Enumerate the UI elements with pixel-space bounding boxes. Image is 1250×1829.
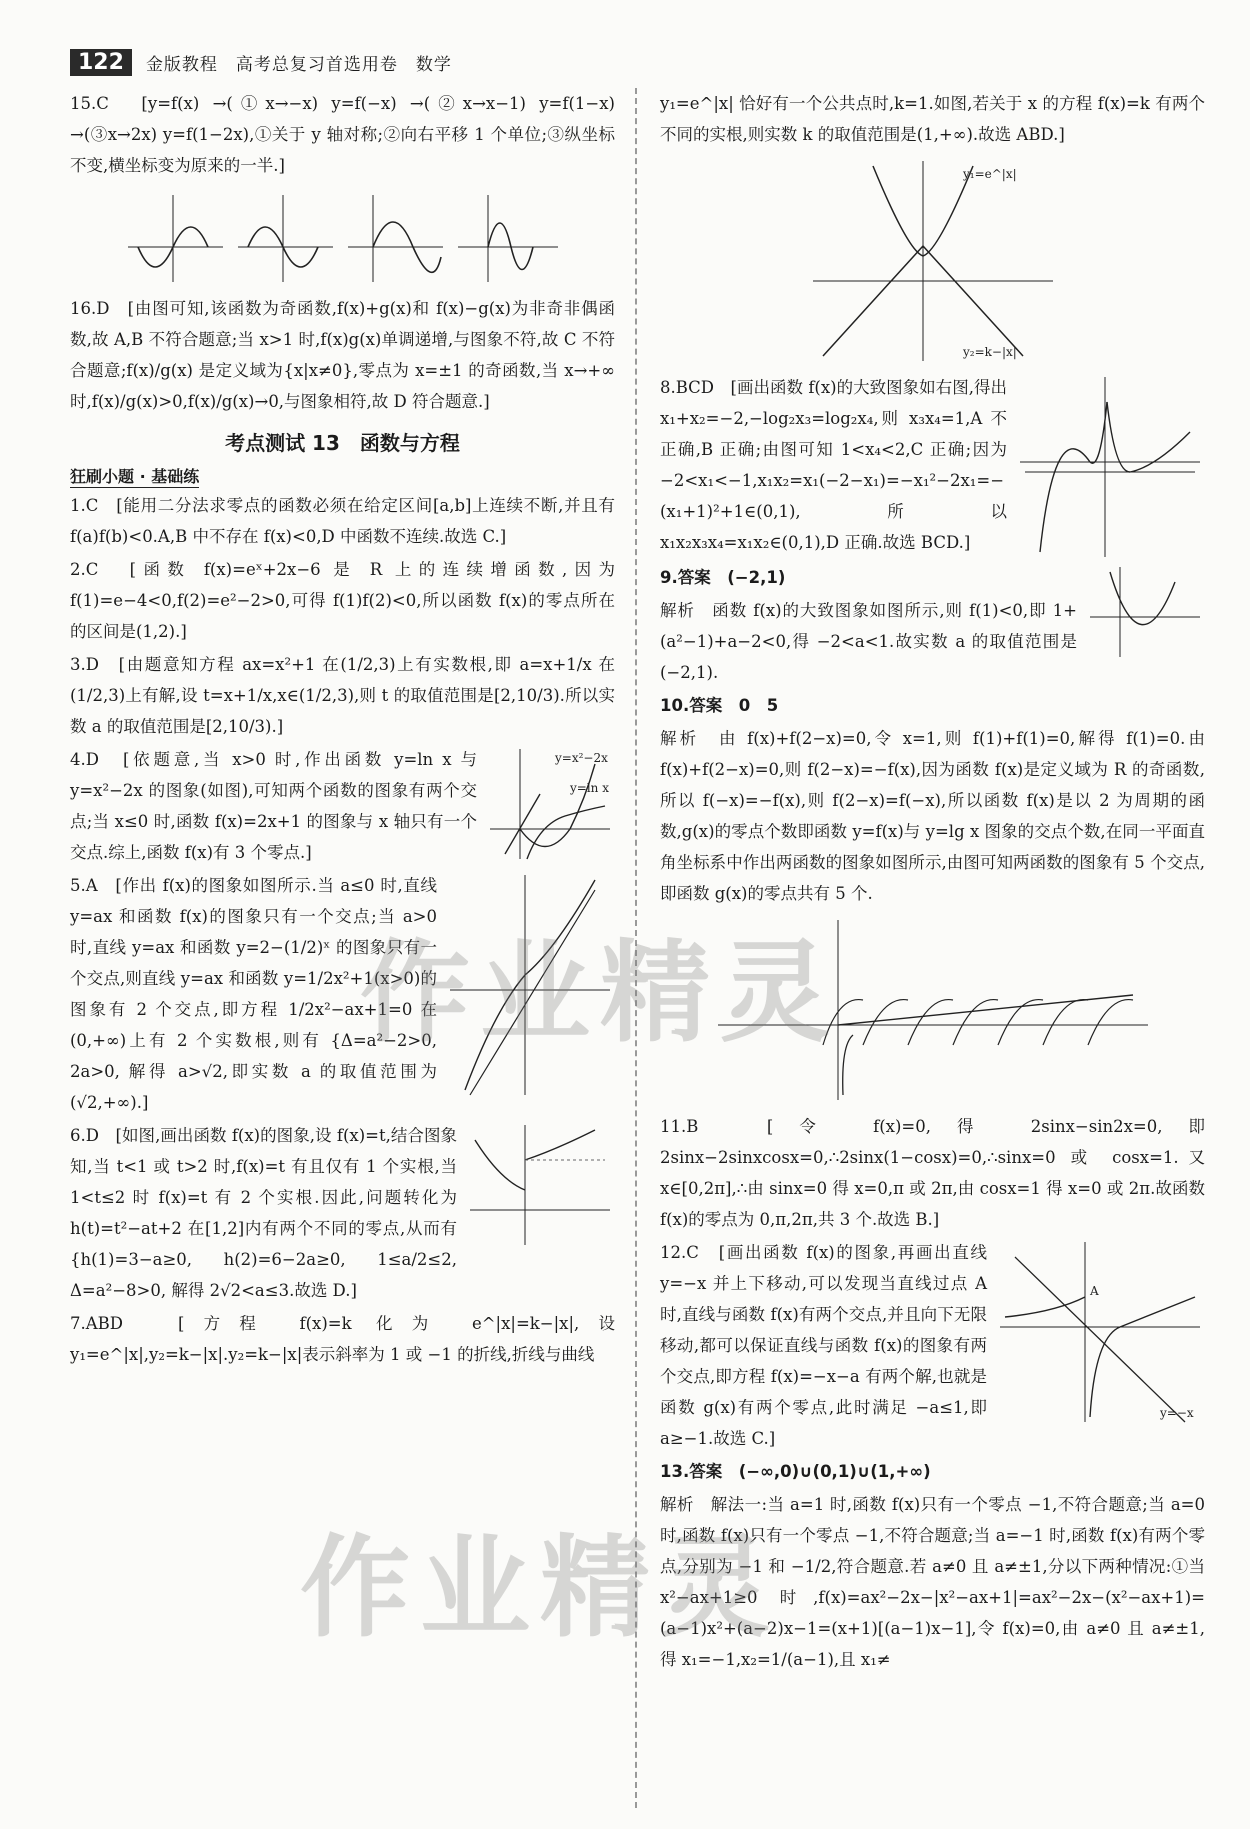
figure-4	[485, 744, 615, 864]
answer-4-block	[70, 744, 615, 870]
answer-12-block	[660, 1237, 1205, 1456]
right-column	[660, 88, 1205, 1677]
page-number: 122	[70, 49, 132, 76]
left-column	[70, 88, 615, 1372]
answer-12: 12.C [画出函数 f(x)的图象,再画出直线 y=−x 并上下移动,可以发现当直线过点 A 时,直线与函数 f(x)有两个交点,并且向下无限移动,都可以保证直线与函数 f(x)的图象有两个交点,即方程 f(x)=−x−a 有两个解,也就是函数 g(x)有两个零点,此时满足 −a≤1,即 a≥−1.故选 C.]	[660, 1243, 987, 1448]
fig7-label-y1: y₁=e^|x|	[962, 167, 1017, 181]
answer-1: 1.C [能用二分法求零点的函数必须在给定区间[a,b]上连续不断,并且有 f(a)f(b)<0.A,B 中不存在 f(x)<0,D 中函数不连续.故选 C.]	[70, 496, 615, 546]
page-header	[70, 44, 1210, 80]
answer-15: 15.C [y=f(x) →(①x→−x) y=f(−x) →(②x→x−1) y=f(1−x) →(③x→2x) y=f(1−2x),①关于 y 轴对称;②向右平移 1 个单位;③纵坐标不变,横坐标变为原来的一半.]	[70, 94, 615, 175]
answer-9-head: 9.答案 (−2,1)	[660, 568, 786, 587]
answer-11: 11.B [令 f(x)=0,得 2sinx−sin2x=0,即 2sinx−2sinxcosx=0,∴2sinx(1−cosx)=0,∴sinx=0 或 cosx=1.又 x∈[0,2π],∴由 sinx=0 得 x=0,π 或 2π,由 cosx=1 得 x=0 或 2π.故函数 f(x)的零点为 0,π,2π,共 3 个.故选 B.]	[660, 1117, 1205, 1229]
answer-5: 5.A [作出 f(x)的图象如图所示.当 a≤0 时,直线 y=ax 和函数 f(x)的图象只有一个交点;当 a>0 时,直线 y=ax 和函数 y=2−(1/2)ˣ 的图象只有一个交点,则直线 y=ax 和函数 y=1/2x²+1(x>0)的图象有 2 个交点,即方程 1/2x²−ax+1=0 在(0,+∞)上有 2 个实数根,则有 {Δ=a²−2>0, 2a>0, 解得 a>√2,即实数 a 的取值范围为(√2,+∞).]	[70, 876, 437, 1112]
answer-2: 2.C [函数 f(x)=eˣ+2x−6 是 R 上的连续增函数,因为 f(1)=e−4<0,f(2)=e²−2>0,可得 f(1)f(2)<0,所以函数 f(x)的零点所在的区间是(1,2).]	[70, 560, 615, 641]
fig4-label-ln: y=ln x	[570, 781, 609, 795]
figure-15-graphs	[123, 187, 563, 287]
watermark-1: 作业精灵	[360, 929, 840, 1057]
answer-7-continued: y₁=e^|x| 恰好有一个公共点时,k=1.如图,若关于 x 的方程 f(x)=k 有两个不同的实根,则实数 k 的取值范围是(1,+∞).故选 ABD.]	[660, 94, 1205, 144]
fig7-label-y2: y₂=k−|x|	[962, 345, 1017, 359]
running-title: 金版教程 高考总复习首选用卷 数学	[145, 54, 452, 75]
answer-3: 3.D [由题意知方程 ax=x²+1 在(1/2,3)上有实数根,即 a=x+1/x 在(1/2,3)上有解,设 t=x+1/x,x∈(1/2,3),则 t 的取值范围是[2,10/3).所以实数 a 的取值范围是[2,10/3).]	[70, 655, 615, 736]
figure-6	[465, 1120, 615, 1250]
answer-8-block	[660, 372, 1205, 562]
fig12-point-a: A	[1090, 1284, 1099, 1298]
answer-10: 解析 由 f(x)+f(2−x)=0,令 x=1,则 f(1)+f(1)=0,解得 f(1)=0.由 f(x)+f(2−x)=0,则 f(2−x)=−f(x),因为函数 f(x)是定义域为 R 的奇函数,所以 f(−x)=−f(x),则 f(2−x)=f(−x),所以函数 f(x)是以 2 为周期的函数,g(x)的零点个数即函数 y=f(x)与 y=lg x 图象的交点个数,在同一平面直角坐标系中作出两函数的图象如图所示,由图可知两函数的图象有 5 个交点,即函数 g(x)的零点共有 5 个.	[660, 729, 1205, 903]
figure-7	[803, 156, 1063, 366]
answer-13-head: 13.答案 (−∞,0)∪(0,1)∪(1,+∞)	[660, 1462, 931, 1481]
figure-9	[1085, 562, 1205, 662]
graph-b	[238, 195, 333, 282]
graph-d	[458, 195, 558, 282]
graph-c	[348, 195, 443, 282]
answer-9-block	[660, 562, 1205, 690]
fig4-label-quad: y=x²−2x	[555, 751, 608, 765]
answer-16: 16.D [由图可知,该函数为奇函数,f(x)+g(x)和 f(x)−g(x)为非奇非偶函数,故 A,B 不符合题意;当 x>1 时,f(x)g(x)单调递增,与图象不符,故 C 不符合题意;f(x)/g(x) 是定义域为{x|x≠0},零点为 x=±1 的奇函数,当 x→+∞ 时,f(x)/g(x)>0,f(x)/g(x)→0,与图象相符,故 D 符合题意.]	[70, 299, 615, 411]
subhead: 狂刷小题 · 基础练	[70, 464, 199, 488]
answer-7: 7.ABD [方程 f(x)=k 化为 e^|x|=k−|x|,设 y₁=e^|x|,y₂=k−|x|.y₂=k−|x|表示斜率为 1 或 −1 的折线,折线与曲线	[70, 1314, 615, 1364]
answer-8: 8.BCD [画出函数 f(x)的大致图象如右图,得出 x₁+x₂=−2,−log₂x₃=log₂x₄,则 x₃x₄=1,A 不正确,B 正确;由图可知 1<x₄<2,C 正确;因为 −2<x₁<−1,x₁x₂=x₁(−2−x₁)=−x₁²−2x₁=−(x₁+1)²+1∈(0,1),所以 x₁x₂x₃x₄=x₁x₂∈(0,1),D 正确.故选 BCD.]	[660, 378, 1007, 552]
answer-10-head: 10.答案 0 5	[660, 696, 779, 715]
answer-4: 4.D [依题意,当 x>0 时,作出函数 y=ln x 与 y=x²−2x 的图象(如图),可知两个函数的图象有两个交点;当 x≤0 时,函数 f(x)=2x+1 的图象与 x 轴只有一个交点.综上,函数 f(x)有 3 个零点.]	[70, 750, 477, 862]
figure-12	[995, 1237, 1205, 1427]
answer-6: 6.D [如图,画出函数 f(x)的图象,设 f(x)=t,结合图象知,当 t<1 或 t>2 时,f(x)=t 有且仅有 1 个实根,当 1<t≤2 时 f(x)=t 有 2 个实根.因此,问题转化为 h(t)=t²−at+2 在[1,2]内有两个不同的零点,从而有 {h(1)=3−a≥0, h(2)=6−2a≥0, 1≤a/2≤2, Δ=a²−8>0, 解得 2√2<a≤3.故选 D.]	[70, 1126, 457, 1300]
watermark-2: 作业精灵	[300, 1524, 780, 1652]
graph-a	[128, 195, 223, 282]
answer-6-block	[70, 1120, 615, 1308]
section-title: 考点测试 13 函数与方程	[225, 431, 460, 455]
fig12-label-line: y=−x	[1160, 1406, 1194, 1420]
answer-9: 解析 函数 f(x)的大致图象如图所示,则 f(1)<0,即 1+(a²−1)+a−2<0,得 −2<a<1.故实数 a 的取值范围是(−2,1).	[660, 601, 1077, 682]
answer-13: 解析 解法一:当 a=1 时,函数 f(x)只有一个零点 −1,不符合题意;当 a=0 时,函数 f(x)只有一个零点 −1,不符合题意;当 a=−1 时,函数 f(x)有两个零点,分别为 −1 和 −1/2,符合题意.若 a≠0 且 a≠±1,分以下两种情况:①当 x²−ax+1≥0 时,f(x)=ax²−2x−|x²−ax+1|=ax²−2x−(x²−ax+1)=(a−1)x²+(a−2)x−1=(x+1)[(a−1)x−1],令 f(x)=0,由 a≠0 且 a≠±1,得 x₁=−1,x₂=1/(a−1),且 x₁≠	[660, 1495, 1205, 1669]
figure-8	[1015, 372, 1205, 562]
